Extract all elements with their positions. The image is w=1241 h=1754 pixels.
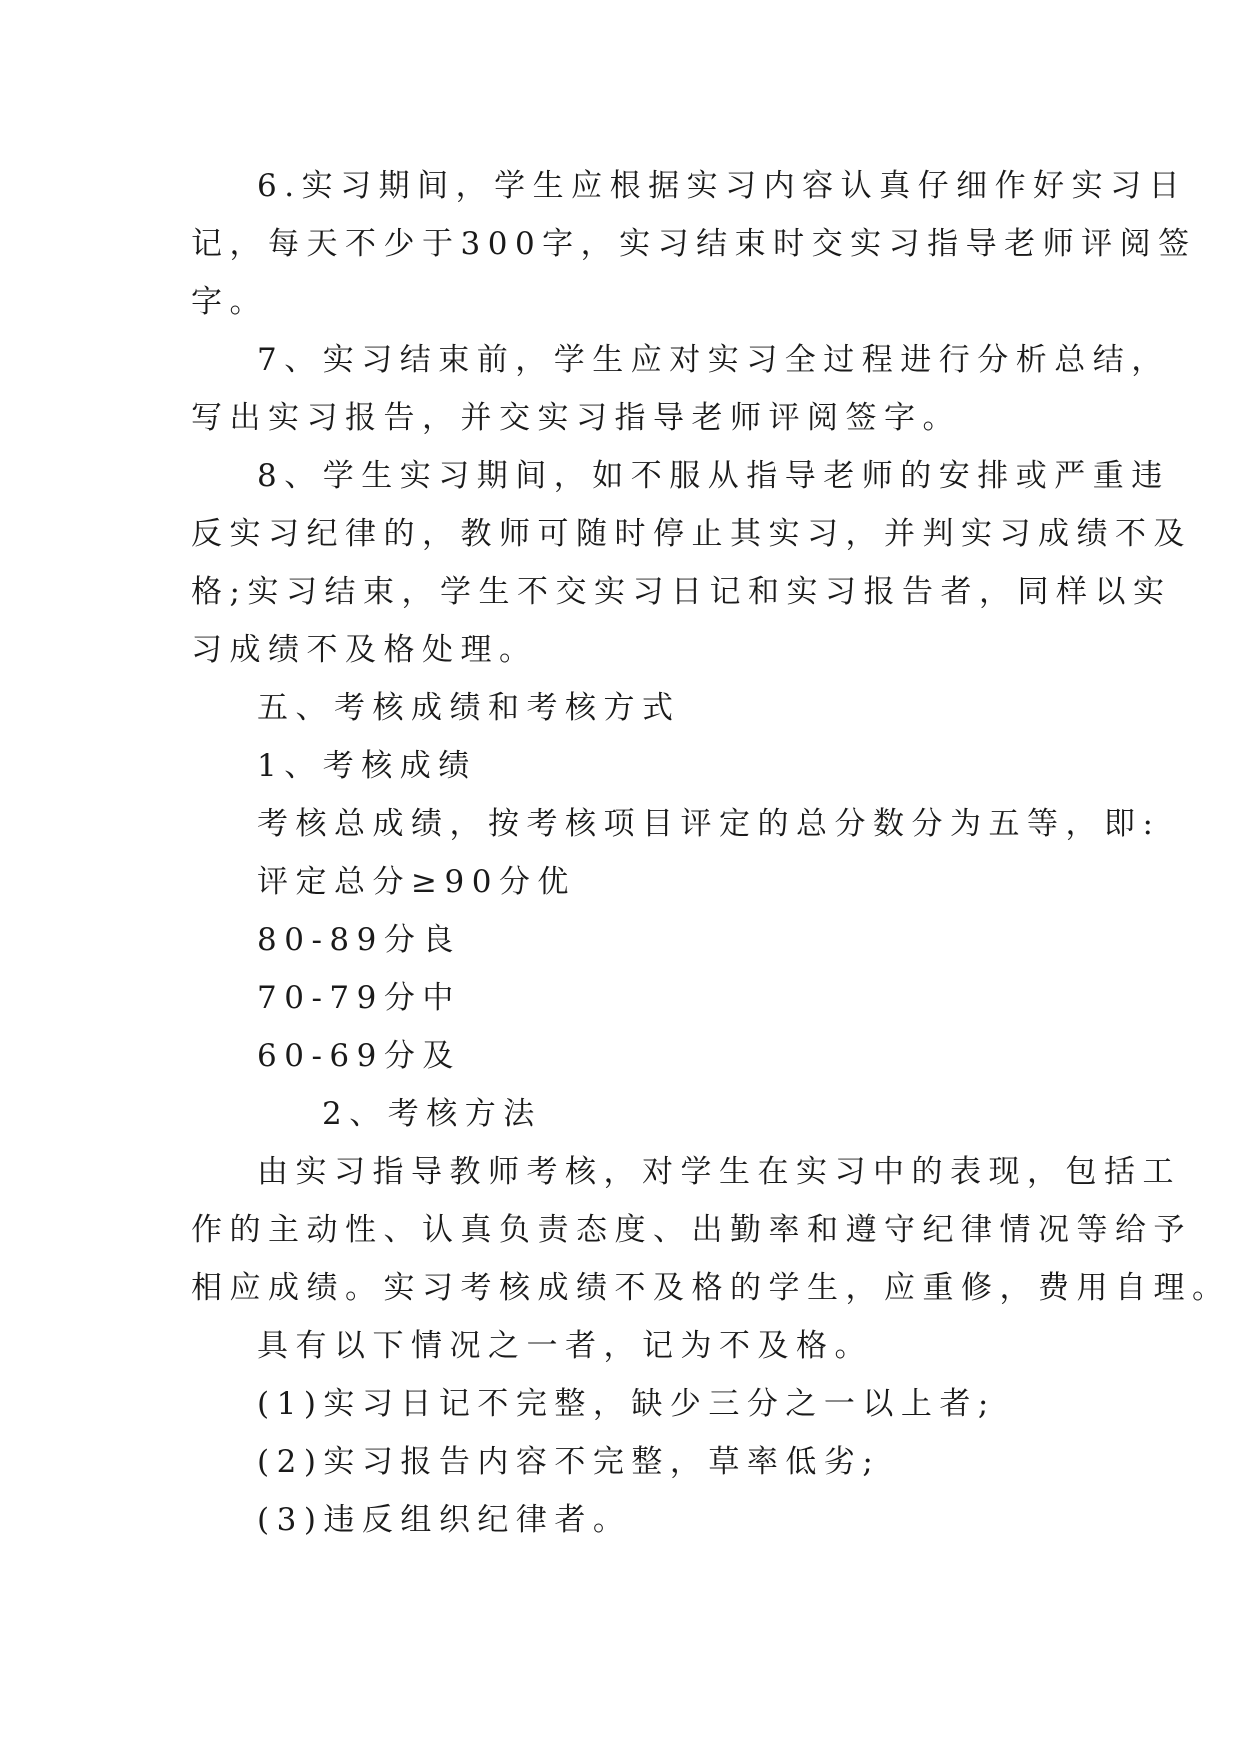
grade-excellent: 评定总分≥90分优	[257, 864, 576, 900]
fail-condition-2: (2)实习报告内容不完整，草率低劣;	[257, 1444, 881, 1480]
grade-medium: 70-79分中	[257, 980, 461, 1016]
fail-condition-1: (1)实习日记不完整，缺少三分之一以上者;	[257, 1386, 996, 1422]
paragraph-item-6-line-1: 6.实习期间，学生应根据实习内容认真仔细作好实习日	[257, 168, 1188, 204]
method-paragraph-line-3: 相应成绩。实习考核成绩不及格的学生，应重修，费用自理。	[191, 1270, 1231, 1306]
paragraph-item-7-line-1: 7、实习结束前，学生应对实习全过程进行分析总结，	[257, 342, 1170, 378]
subsection-2-heading: 2、考核方法	[322, 1096, 542, 1132]
grading-intro: 考核总成绩，按考核项目评定的总分数分为五等，即:	[257, 806, 1161, 842]
paragraph-item-8-line-4: 习成绩不及格处理。	[191, 632, 538, 668]
paragraph-item-6-line-2: 记，每天不少于300字，实习结束时交实习指导老师评阅签	[191, 226, 1197, 262]
section-5-heading: 五、考核成绩和考核方式	[257, 690, 681, 726]
paragraph-item-7-line-2: 写出实习报告，并交实习指导老师评阅签字。	[191, 400, 961, 436]
grade-good: 80-89分良	[257, 922, 461, 958]
paragraph-item-6-line-3: 字。	[191, 284, 268, 320]
fail-intro: 具有以下情况之一者，记为不及格。	[257, 1328, 873, 1364]
method-paragraph-line-2: 作的主动性、认真负责态度、出勤率和遵守纪律情况等给予	[191, 1212, 1192, 1248]
fail-condition-3: (3)违反组织纪律者。	[257, 1502, 632, 1538]
paragraph-item-8-line-2: 反实习纪律的，教师可随时停止其实习，并判实习成绩不及	[191, 516, 1192, 552]
subsection-1-heading: 1、考核成绩	[257, 748, 477, 784]
paragraph-item-8-line-1: 8、学生实习期间，如不服从指导老师的安排或严重违	[257, 458, 1170, 494]
grade-pass: 60-69分及	[257, 1038, 461, 1074]
method-paragraph-line-1: 由实习指导教师考核，对学生在实习中的表现，包括工	[257, 1154, 1181, 1190]
paragraph-item-8-line-3: 格;实习结束，学生不交实习日记和实习报告者，同样以实	[191, 574, 1172, 610]
